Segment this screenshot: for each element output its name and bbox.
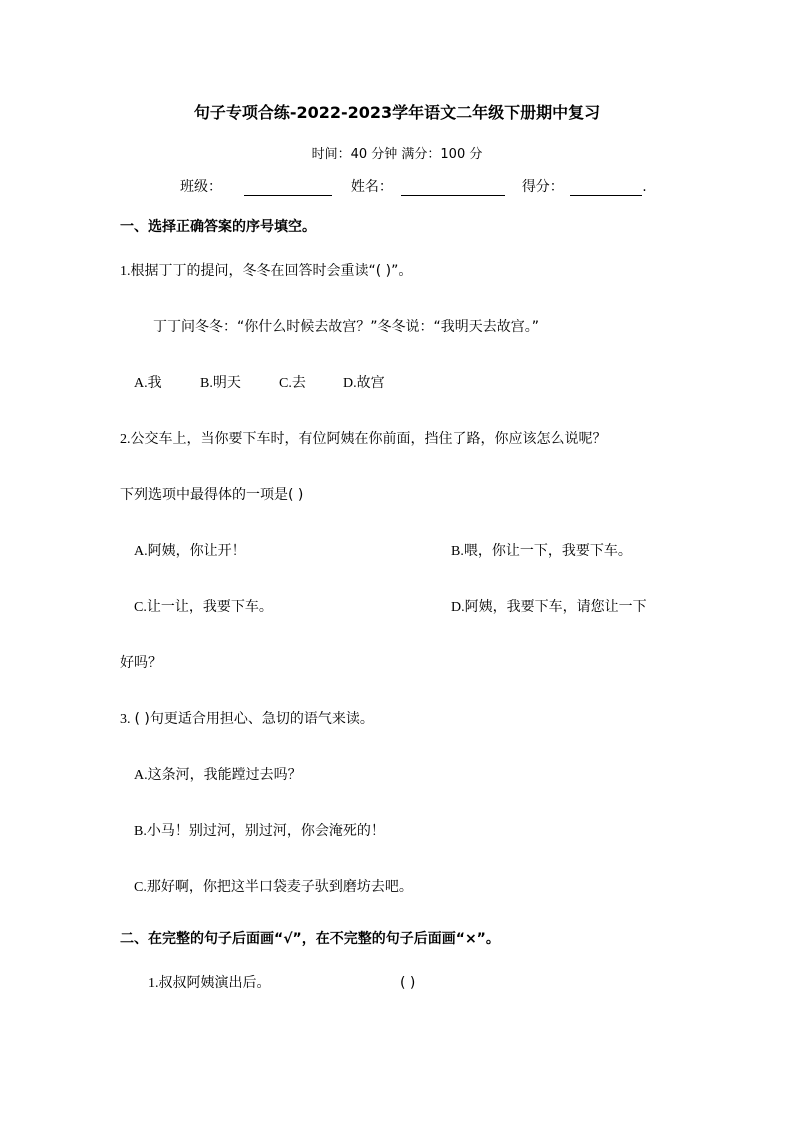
q2-option-d[interactable] — [451, 598, 647, 617]
option-text: 故宫 — [356, 375, 385, 391]
option-text: 喂，你让一下，我要下车。 — [463, 543, 632, 559]
q2-stem-line1: 公交车上，当你要下车时，有位阿姨在你前面，挡住了路，你应该怎么说呢？ — [130, 431, 607, 447]
q1-option-a[interactable] — [134, 374, 162, 393]
score-end: . — [642, 179, 647, 195]
score-field[interactable] — [570, 179, 642, 196]
option-label: D. — [343, 376, 357, 391]
option-text: 这条河，我能蹚过去吗？ — [147, 767, 302, 783]
q3-stem: ( )句更适合用担心、急切的语气来读。 — [134, 711, 374, 727]
q1-stem: 根据丁丁的提问，冬冬在回答时会重读“( )”。 — [130, 263, 413, 279]
q1-option-c[interactable] — [279, 374, 306, 393]
q3-option-b[interactable] — [134, 822, 385, 841]
section2-heading: 二、在完整的句子后面画“√”，在不完整的句子后面画“×”。 — [120, 931, 500, 947]
option-label: A. — [134, 768, 148, 783]
s2-q1-answer-blank[interactable]: ( ) — [400, 975, 416, 991]
q3-number: 3. — [120, 712, 131, 727]
q2-option-b[interactable] — [451, 542, 632, 561]
name-label: 姓名： — [350, 179, 393, 195]
option-label: A. — [134, 544, 148, 559]
option-text: 阿姨，你让开！ — [147, 543, 246, 559]
option-label: A. — [134, 376, 148, 391]
q1-number: 1. — [120, 264, 131, 279]
question-2 — [120, 430, 607, 449]
option-label: B. — [451, 544, 464, 559]
q2-option-d-cont: 好吗？ — [120, 655, 162, 671]
name-field[interactable] — [401, 179, 505, 196]
class-label: 班级： — [180, 179, 222, 195]
question-1 — [120, 262, 412, 281]
option-label: C. — [134, 880, 147, 895]
option-label: C. — [134, 600, 147, 615]
q3-option-c[interactable] — [134, 878, 413, 897]
q1-dialogue: 丁丁问冬冬：“你什么时候去故宫？”冬冬说：“我明天去故宫。” — [153, 319, 540, 335]
class-field[interactable] — [244, 179, 332, 196]
option-label: C. — [279, 376, 292, 391]
student-info-row — [180, 178, 647, 196]
time-info: 时间：40 分钟 满分：100 分 — [311, 147, 483, 162]
option-text: 我 — [147, 375, 162, 391]
q1-option-b[interactable] — [200, 374, 241, 393]
page-title: 句子专项合练-2022-2023学年语文二年级下册期中复习 — [193, 103, 601, 122]
s2-question-1 — [148, 974, 271, 993]
option-text: 明天 — [212, 375, 241, 391]
q2-option-c[interactable] — [134, 598, 273, 617]
option-label: D. — [451, 600, 465, 615]
question-3 — [120, 710, 374, 729]
option-label: B. — [134, 824, 147, 839]
q2-option-a[interactable] — [134, 542, 246, 561]
q1-option-d[interactable] — [343, 374, 385, 393]
q2-stem-line2: 下列选项中最得体的一项是( ) — [120, 487, 304, 503]
option-text: 阿姨，我要下车，请您让一下 — [464, 599, 647, 615]
q3-option-a[interactable] — [134, 766, 302, 785]
option-text: 小马！别过河，别过河，你会淹死的！ — [146, 823, 385, 839]
option-text: 让一让，我要下车。 — [146, 599, 273, 615]
option-label: B. — [200, 376, 213, 391]
s2-q1-number: 1. — [148, 976, 159, 991]
section1-heading: 一、选择正确答案的序号填空。 — [120, 219, 316, 235]
score-label: 得分： — [521, 179, 564, 195]
option-text: 那好啊，你把这半口袋麦子驮到磨坊去吧。 — [146, 879, 413, 895]
s2-q1-text: 叔叔阿姨演出后。 — [158, 975, 271, 991]
option-text: 去 — [291, 375, 306, 391]
q2-number: 2. — [120, 432, 131, 447]
